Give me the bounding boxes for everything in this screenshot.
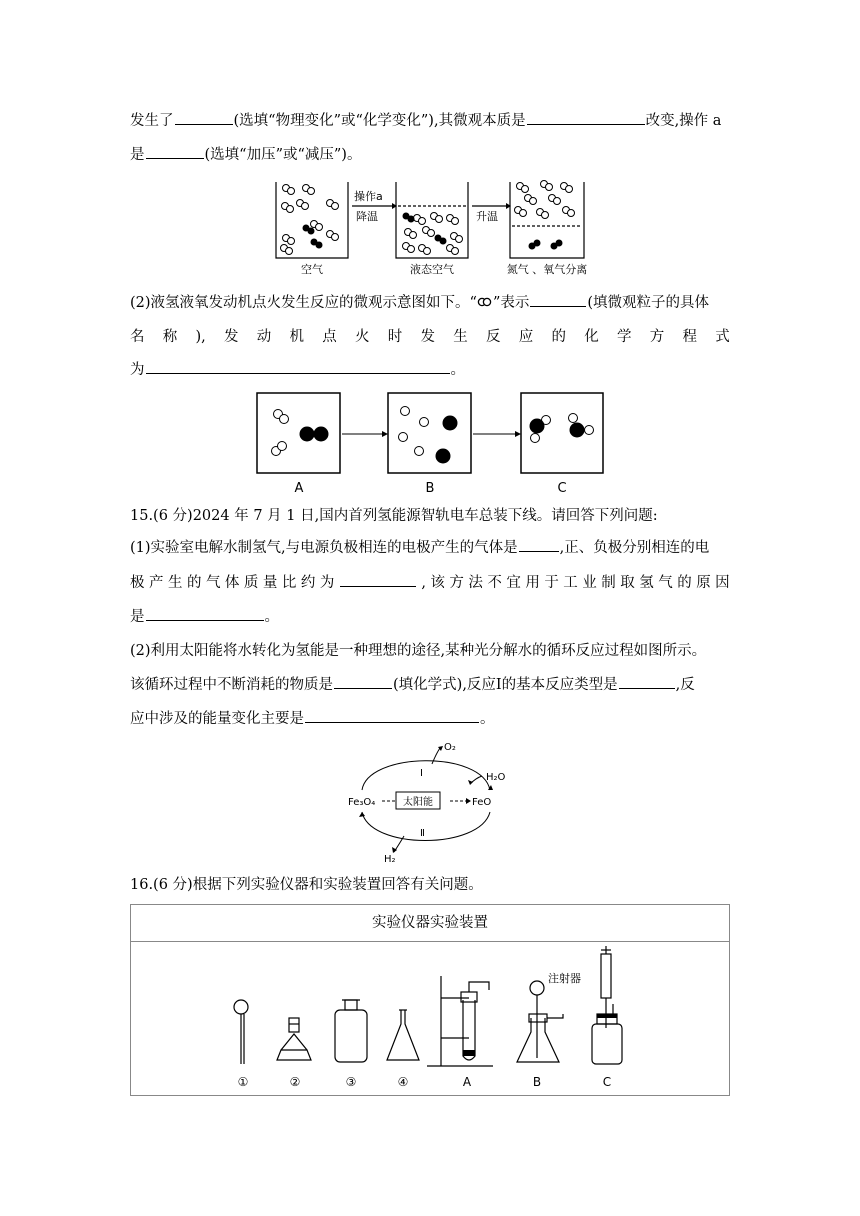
figure-caption: 氮气 、氧气分离 — [506, 263, 588, 276]
q15-part1-line1 — [130, 537, 730, 559]
answer-blank[interactable] — [527, 110, 645, 125]
answer-blank[interactable] — [334, 674, 392, 689]
answer-blank[interactable] — [146, 359, 450, 374]
cycle-h2-label: H₂ — [384, 854, 396, 865]
answer-blank[interactable] — [146, 606, 264, 621]
answer-blank[interactable] — [519, 537, 559, 552]
char: 化 — [584, 329, 599, 345]
q15-part1-line2 — [130, 572, 730, 594]
apparatus-label: ④ — [397, 1075, 409, 1089]
char: 程 — [682, 329, 698, 345]
char: ), — [195, 329, 206, 345]
char: 业 — [582, 575, 597, 591]
q14-text: (2)液氢液氧发动机点火发生反应的微观示意图如下。“ — [130, 295, 477, 311]
q15-text: 该循环过程中不断消耗的物质是 — [130, 677, 333, 693]
char: 学 — [617, 329, 632, 345]
apparatus-drawings — [131, 942, 729, 1096]
char: 氢 — [639, 575, 654, 591]
char: 的 — [551, 329, 567, 345]
box-label: A — [294, 481, 304, 496]
char: 不 — [487, 575, 502, 591]
q15-part2-line1: (2)利用太阳能将水转化为氢能是一种理想的途径,某种光分解水的循环反应过程如图所示。 — [130, 643, 707, 659]
q15-text: 。 — [264, 609, 279, 625]
q15-text: ,正、负极分别相连的电 — [559, 540, 710, 556]
char: 为 — [319, 575, 335, 591]
q14-text: 发生了 — [130, 113, 174, 129]
syringe-label: 注射器 — [548, 972, 581, 985]
char: 的 — [677, 575, 692, 591]
char: 机 — [289, 329, 305, 345]
q15-text: 是 — [130, 609, 145, 625]
arrow-label: 降温 — [356, 210, 378, 223]
q14-part2-line2 — [130, 326, 730, 348]
q14-text: (选填“加压”或“减压”)。 — [204, 147, 362, 163]
answer-blank[interactable] — [619, 674, 675, 689]
q15-text: 应中涉及的能量变化主要是 — [130, 711, 304, 727]
q14-text: 。 — [450, 362, 465, 378]
q14-text: 改变,操作 a — [645, 113, 722, 129]
water-splitting-cycle-figure — [340, 738, 530, 866]
char: 气 — [205, 575, 221, 591]
q14-part2-line3 — [130, 359, 730, 381]
char: 发 — [224, 329, 239, 345]
arrow-label: 升温 — [476, 210, 498, 223]
char: 用 — [525, 575, 540, 591]
cycle-reaction-2-label: Ⅱ — [420, 828, 425, 839]
char: 约 — [300, 575, 316, 591]
apparatus-table — [130, 904, 730, 1096]
char: 发 — [420, 329, 436, 345]
char: 气 — [658, 575, 673, 591]
apparatus-label: A — [462, 1075, 472, 1089]
cycle-fe3o4-label: Fe₃O₄ — [348, 797, 376, 808]
cycle-h2o-label: H₂O — [486, 772, 506, 783]
char: 时 — [387, 329, 403, 345]
char: 工 — [563, 575, 578, 591]
char: 比 — [281, 575, 297, 591]
char: 法 — [468, 575, 483, 591]
char: 该 — [430, 575, 445, 591]
char: 反 — [486, 329, 501, 345]
q14-text: ”表示 — [492, 295, 530, 311]
q14-text: 是 — [130, 147, 145, 163]
q15-text: (填化学式),反应Ⅰ的基本反应类型是 — [393, 677, 618, 693]
char: 取 — [620, 575, 635, 591]
char: 原 — [696, 575, 711, 591]
q15-part2-line3 — [130, 708, 730, 730]
q14-part2-line1 — [130, 292, 730, 314]
char: 因 — [715, 575, 730, 591]
char: 应 — [518, 329, 534, 345]
char: 方 — [449, 575, 464, 591]
answer-blank[interactable] — [530, 292, 586, 307]
apparatus-label: B — [532, 1075, 542, 1089]
char: 方 — [649, 329, 665, 345]
q15-text: ,反 — [675, 677, 695, 693]
char: 极 — [130, 575, 145, 591]
char: , — [421, 575, 426, 591]
q15-part1-line3 — [130, 606, 730, 628]
char: 式 — [715, 329, 730, 345]
char: 宜 — [506, 575, 521, 591]
apparatus-label: ③ — [345, 1075, 357, 1089]
q15-part2-line2 — [130, 674, 730, 696]
apparatus-label: ② — [289, 1075, 301, 1089]
answer-blank[interactable] — [146, 144, 204, 159]
apparatus-label: ① — [237, 1075, 249, 1089]
q15-text: 。 — [480, 711, 495, 727]
q14-line1 — [130, 110, 730, 132]
box-label: C — [557, 481, 567, 496]
char: 的 — [186, 575, 202, 591]
arrow-label: 操作a — [354, 190, 383, 203]
char: 质 — [243, 575, 259, 591]
q15-text: (1)实验室电解水制氢气,与电源负极相连的电极产生的气体是 — [130, 540, 518, 556]
q14-text: 为 — [130, 362, 145, 378]
cycle-feo-label: FeO — [472, 797, 492, 808]
char: 量 — [262, 575, 278, 591]
q15-title: 15.(6 分)2024 年 7 月 1 日,国内首列氢能源智轨电车总装下线。请回答下列问题: — [130, 508, 658, 524]
char: 点 — [322, 329, 337, 345]
cycle-reaction-1-label: Ⅰ — [420, 768, 423, 779]
char: 生 — [167, 575, 183, 591]
figure-caption: 液态空气 — [410, 263, 454, 276]
hydrogen-molecule-icon — [477, 296, 493, 308]
char: 生 — [453, 329, 468, 345]
char: 名 — [130, 329, 145, 345]
char: 动 — [256, 329, 272, 345]
air-separation-figure — [272, 176, 594, 278]
char: 称 — [162, 329, 178, 345]
q14-text: (填微观粒子的具体 — [587, 295, 710, 311]
answer-blank[interactable] — [305, 708, 479, 723]
answer-blank[interactable] — [175, 110, 233, 125]
figure-caption: 空气 — [301, 263, 323, 276]
cycle-solar-label: 太阳能 — [403, 797, 433, 808]
q16-title: 16.(6 分)根据下列实验仪器和实验装置回答有关问题。 — [130, 877, 483, 893]
reaction-micro-figure — [254, 390, 606, 498]
table-header: 实验仪器实验装置 — [131, 905, 729, 942]
box-label: B — [425, 481, 435, 496]
apparatus-label: C — [602, 1075, 612, 1089]
char: 产 — [148, 575, 164, 591]
char: 火 — [355, 329, 370, 345]
char: 于 — [544, 575, 559, 591]
q14-line2 — [130, 144, 730, 166]
answer-blank[interactable] — [340, 572, 416, 587]
cycle-o2-label: O₂ — [444, 742, 456, 753]
char: 制 — [601, 575, 616, 591]
char: 体 — [224, 575, 240, 591]
q14-text: (选填“物理变化”或“化学变化”),其微观本质是 — [233, 113, 526, 129]
